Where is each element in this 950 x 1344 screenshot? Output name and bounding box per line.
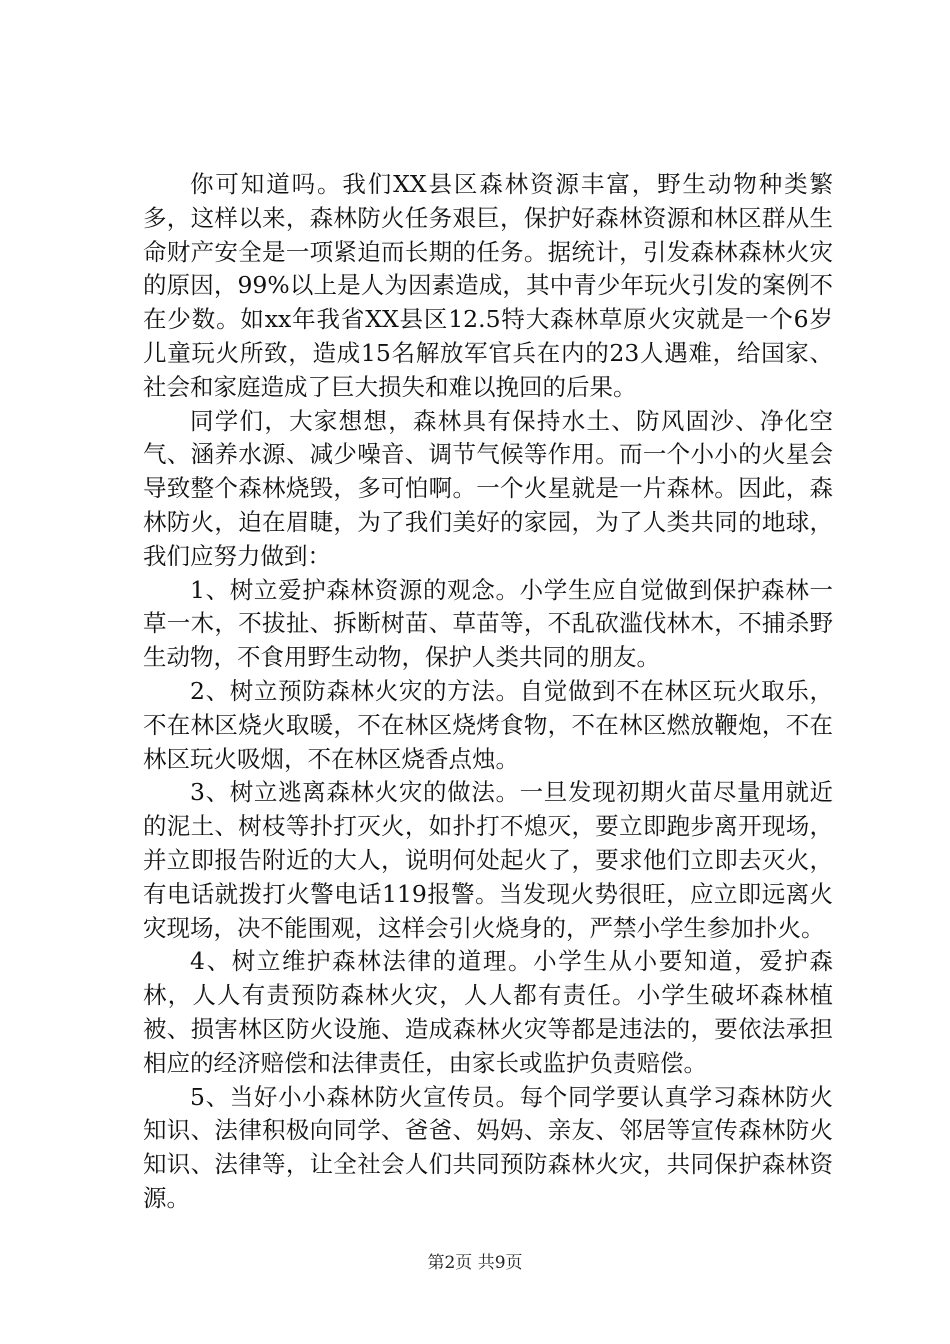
document-body <box>143 168 833 1216</box>
page-number-footer: 第2页 共9页 <box>427 1253 523 1273</box>
paragraph-item-2: 2、树立预防森林火灾的方法。自觉做到不在林区玩火取乐，不在林区烧火取暖，不在林区烧烤食物，不在林区燃放鞭炮，不在林区玩火吸烟，不在林区烧香点烛。 <box>143 676 833 773</box>
paragraph-intro: 你可知道吗。我们XX县区森林资源丰富，野生动物种类繁多，这样以来，森林防火任务艰巨，保护好森林资源和林区群从生命财产安全是一项紧迫而长期的任务。据统计，引发森林森林火灾的原因，99%以上是人为因素造成，其中青少年玩火引发的案例不在少数。如xx年我省XX县区12.5特大森林草原火灾就是一个6岁儿童玩火所致，造成15名解放军官兵在内的23人遇难，给国家、社会和家庭造成了巨大损失和难以挽回的后果。 <box>143 170 833 401</box>
paragraph-call-to-action: 同学们，大家想想，森林具有保持水土、防风固沙、净化空气、涵养水源、减少噪音、调节气候等作用。而一个小小的火星会导致整个森林烧毁，多可怕啊。一个火星就是一片森林。因此，森林防火，迫在眉睫，为了我们美好的家园，为了人类共同的地球，我们应努力做到： <box>143 406 833 570</box>
paragraph-item-5: 5、当好小小森林防火宣传员。每个同学要认真学习森林防火知识、法律积极向同学、爸爸、妈妈、亲友、邻居等宣传森林防火知识、法律等，让全社会人们共同预防森林火灾，共同保护森林资源。 <box>143 1082 833 1212</box>
paragraph-item-3: 3、树立逃离森林火灾的做法。一旦发现初期火苗尽量用就近的泥土、树枝等扑打灭火，如扑打不熄灭，要立即跑步离开现场，并立即报告附近的大人，说明何处起火了，要求他们立即去灭火，有电话就拨打火警电话119报警。当发现火势很旺，应立即远离火灾现场，决不能围观，这样会引火烧身的，严禁小学生参加扑火。 <box>143 778 833 942</box>
paragraph-item-1: 1、树立爱护森林资源的观念。小学生应自觉做到保护森林一草一木，不拔扯、拆断树苗、草苗等，不乱砍滥伐林木，不捕杀野生动物，不食用野生动物，保护人类共同的朋友。 <box>143 575 833 672</box>
paragraph-item-4: 4、树立维护森林法律的道理。小学生从小要知道，爱护森林，人人有责预防森林火灾，人人都有责任。小学生破坏森林植被、损害林区防火设施、造成森林火灾等都是违法的，要依法承担相应的经济赔偿和法律责任，由家长或监护负责赔偿。 <box>143 947 833 1077</box>
